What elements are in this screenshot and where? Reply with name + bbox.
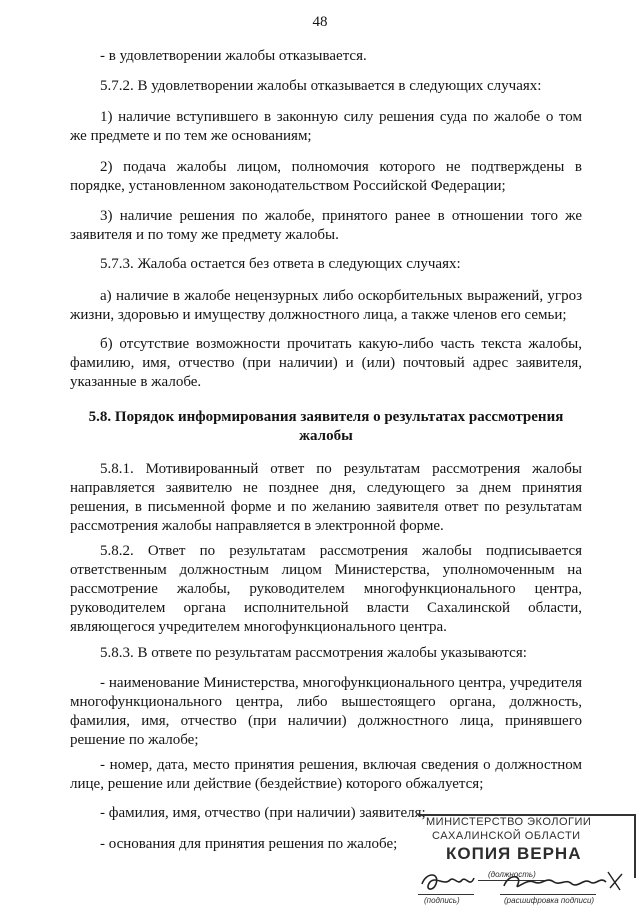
paragraph: б) отсутствие возможности прочитать какую-либо часть текста жалобы, фамилию, имя, отчество (при наличии) и (или) почтовый адрес заявителя, указанные в жалобе. bbox=[70, 336, 582, 390]
stamp-caption-position: (должность) bbox=[488, 870, 536, 879]
paragraph: 1) наличие вступившего в законную силу решения суда по жалобе о том же предмете и по тем же основаниям; bbox=[70, 109, 582, 144]
paragraph: 5.7.3. Жалоба остается без ответа в следующих случаях: bbox=[100, 256, 461, 272]
certified-copy-stamp bbox=[400, 810, 638, 905]
stamp-title: КОПИЯ ВЕРНА bbox=[446, 844, 582, 863]
paragraph: 2) подача жалобы лицом, полномочия которого не подтверждены в порядке, установленном законодательством Российской Федерации; bbox=[70, 159, 582, 194]
section-heading: 5.8. Порядок информирования заявителя о результатах рассмотрения жалобы bbox=[88, 409, 564, 444]
stamp-caption-signature: (подпись) bbox=[424, 896, 460, 905]
paragraph: 3) наличие решения по жалобе, принятого ранее в отношении того же заявителя и по тому же предмету жалобы. bbox=[70, 208, 582, 243]
paragraph: - номер, дата, место принятия решения, включая сведения о должностном лице, решение или действие (бездействие) которого обжалуется; bbox=[70, 757, 582, 792]
stamp-caption-decoding: (расшифровка подписи) bbox=[504, 896, 595, 905]
paragraph: - основания для принятия решения по жалобе; bbox=[100, 836, 398, 852]
stamp-region-line: САХАЛИНСКОЙ ОБЛАСТИ bbox=[432, 830, 581, 842]
paragraph: 5.8.2. Ответ по результатам рассмотрения жалобы подписывается ответственным должностным лицом Министерства, уполномоченным на рассмотрение жалобы, руководителем многофункционального центра, руководителем органа исполнительной власти Сахалинской области, являющегося учредителем многофункционального центра. bbox=[70, 543, 582, 635]
stamp-ministry-line: МИНИСТЕРСТВО ЭКОЛОГИИ bbox=[426, 816, 592, 828]
paragraph: а) наличие в жалобе нецензурных либо оскорбительных выражений, угроз жизни, здоровью и имуществу должностного лица, а также членов его семьи; bbox=[70, 288, 582, 323]
paragraph: 5.8.1. Мотивированный ответ по результатам рассмотрения жалобы направляется заявителю не позднее дня, следующего за днем принятия решения, в письменной форме и по желанию заявителя ответ по результатам рассмотрения жалобы направляется в электронной форме. bbox=[70, 461, 582, 534]
paragraph: - в удовлетворении жалобы отказывается. bbox=[100, 48, 367, 64]
paragraph: 5.8.3. В ответе по результатам рассмотрения жалобы указываются: bbox=[100, 645, 527, 661]
handwritten-signature bbox=[400, 868, 638, 898]
paragraph: - фамилия, имя, отчество (при наличии) заявителя; bbox=[100, 805, 426, 821]
paragraph: - наименование Министерства, многофункционального центра, учредителя многофункционального центра, либо вышестоящего органа, должность, фамилия, имя, отчество (при наличии) должностного лица, принявшего решение по жалобе; bbox=[70, 675, 582, 748]
page-number: 48 bbox=[312, 14, 328, 30]
paragraph: 5.7.2. В удовлетворении жалобы отказывается в следующих случаях: bbox=[100, 78, 542, 94]
